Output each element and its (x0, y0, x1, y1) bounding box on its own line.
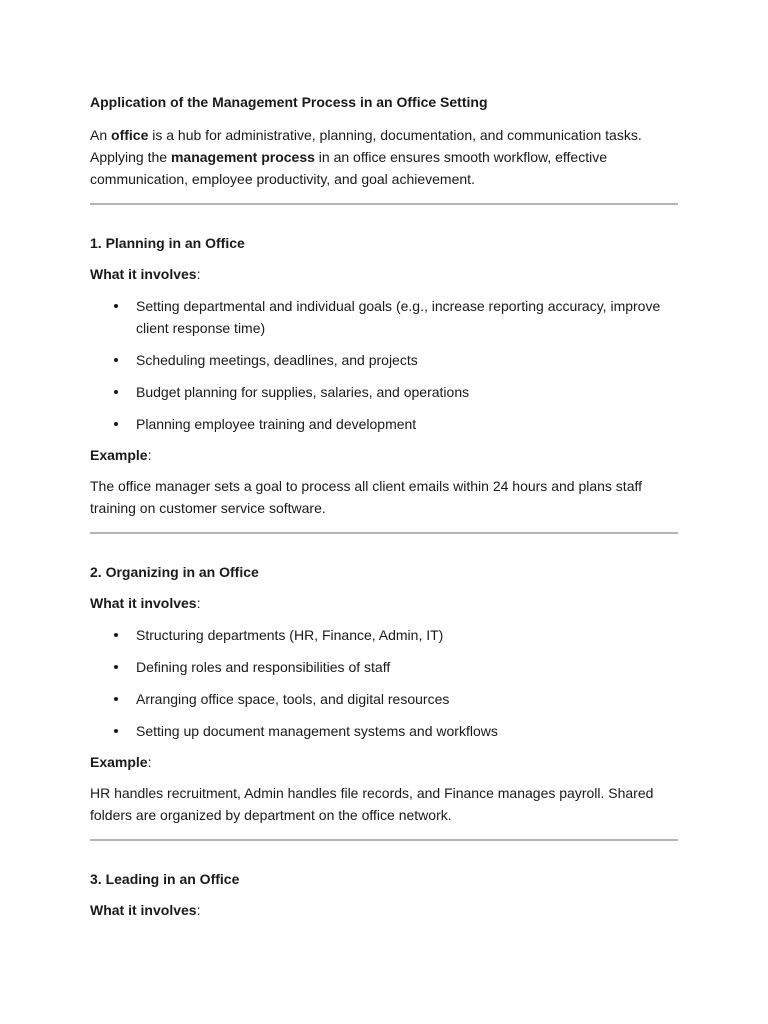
bullet-icon (114, 358, 118, 362)
list-item-text: Structuring departments (HR, Finance, Admin, IT) (136, 627, 444, 643)
bullet-icon (114, 633, 118, 637)
example-label (90, 445, 678, 465)
example-label-text: Example (90, 447, 148, 463)
section-planning (90, 233, 678, 519)
list-item-text: Setting departmental and individual goals (e.g., increase reporting accuracy, improve client response time) (136, 298, 661, 336)
divider (90, 203, 678, 205)
colon: : (147, 447, 152, 463)
involves-list (90, 295, 678, 435)
bullet-icon (114, 697, 118, 701)
intro-paragraph (90, 124, 678, 190)
intro-text-2: is a hub for administrative, planning, documentation, and communication tasks. Applying the (90, 127, 642, 165)
example-text: HR handles recruitment, Admin handles file records, and Finance manages payroll. Shared folders are organized by department on the office network. (90, 785, 654, 823)
bullet-icon (114, 304, 118, 308)
list-item (136, 295, 678, 339)
bullet-icon (114, 665, 118, 669)
list-item-text: Budget planning for supplies, salaries, and operations (136, 384, 470, 400)
bullet-icon (114, 390, 118, 394)
intro-text-3: in an office ensures smooth workflow, effective communication, employee productivity, and goal achievement. (90, 149, 607, 187)
section-leading (90, 869, 678, 920)
section-organizing (90, 562, 678, 826)
colon: : (196, 595, 201, 611)
section-title: 1. Planning in an Office (90, 235, 245, 251)
intro-bold-management-process: management process (170, 149, 315, 165)
involves-label-text: What it involves (90, 595, 197, 611)
list-item-text: Setting up document management systems and workflows (136, 723, 498, 739)
list-item-text: Scheduling meetings, deadlines, and projects (136, 352, 418, 368)
colon: : (147, 754, 152, 770)
list-item (136, 688, 678, 710)
involves-label (90, 593, 678, 613)
bullet-icon (114, 729, 118, 733)
list-item (136, 720, 678, 742)
list-item-text: Defining roles and responsibilities of staff (136, 659, 391, 675)
list-item (136, 349, 678, 371)
intro-text-1: An (90, 127, 112, 143)
example-label-text: Example (90, 754, 148, 770)
involves-label-text: What it involves (90, 266, 197, 282)
section-title: 2. Organizing in an Office (90, 564, 259, 580)
list-item (136, 624, 678, 646)
list-item-text: Planning employee training and development (136, 416, 417, 432)
intro-bold-office: office (111, 127, 149, 143)
list-item (136, 381, 678, 403)
involves-label (90, 264, 678, 284)
involves-label-text: What it involves (90, 902, 197, 918)
example-label (90, 752, 678, 772)
section-title: 3. Leading in an Office (90, 871, 240, 887)
example-text: The office manager sets a goal to process all client emails within 24 hours and plans staff training on customer service software. (90, 478, 643, 516)
list-item (136, 656, 678, 678)
divider (90, 532, 678, 534)
involves-label (90, 900, 678, 920)
list-item (136, 413, 678, 435)
colon: : (196, 902, 201, 918)
bullet-icon (114, 422, 118, 426)
list-item-text: Arranging office space, tools, and digital resources (136, 691, 450, 707)
involves-list (90, 624, 678, 742)
colon: : (196, 266, 201, 282)
divider (90, 839, 678, 841)
document-title: Application of the Management Process in an Office Setting (90, 94, 488, 110)
